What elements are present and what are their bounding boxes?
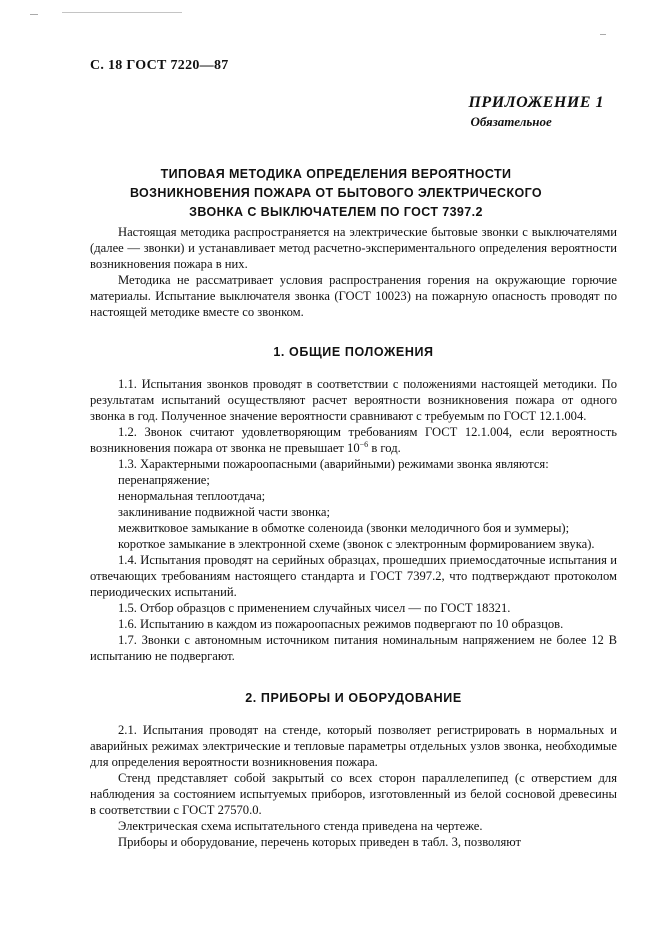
section-heading: 1. ОБЩИЕ ПОЛОЖЕНИЯ [273,345,434,359]
body-paragraph: Электрическая схема испытательного стенда приведена на чертеже. [118,819,483,833]
body-paragraph: Стенд представляет собой закрытый со всех сторон параллелепипед (с отверстием для наблюдения за состоянием испытуемых приборов, изготовленный из белой сосновой древесины в соответствии с ГОСТ 27570.0. [90,771,617,817]
clause-1-3: 1.3. Характерными пожароопасными (аварийными) режимами звонка являются: [118,457,549,471]
clause-1-5: 1.5. Отбор образцов с применением случайных чисел — по ГОСТ 18321. [118,601,511,615]
intro-paragraph: Настоящая методика распространяется на электрические бытовые звонки с выключателями (далее — звонки) и устанавливает метод расчетно-экспериментального определения вероятности возникновения пожара в них. [90,225,617,271]
list-item: ненормальная теплоотдача; [118,489,266,503]
exponent: −6 [359,439,369,449]
scan-speck [62,12,182,13]
scan-speck [600,34,606,35]
list-item: короткое замыкание в электронной схеме (звонок с электронным формированием звука). [118,537,595,551]
appendix-note: Обязательное [470,114,552,129]
appendix-block [468,94,604,130]
page-header: С. 18 ГОСТ 7220—87 [90,58,229,73]
list-item: заклинивание подвижной части звонка; [118,505,330,519]
clause-1-4: 1.4. Испытания проводят на серийных образцах, прошедших приемосдаточные испытания и отвечающих требованиям настоящего стандарта и ГОСТ 7397.2, что подтверждают протоколом периодических испытаний. [90,553,617,599]
clause-text: 1.2. Звонок считают удовлетворяющим требованиям ГОСТ 12.1.004, если вероятность возникновения пожара от звонка не превышает 10 [90,425,617,455]
list-item: межвитковое замыкание в обмотке соленоида (звонки мелодичного боя и зуммеры); [118,521,570,535]
list-item: перенапряжение; [118,473,210,487]
section-heading: 2. ПРИБОРЫ И ОБОРУДОВАНИЕ [245,691,462,705]
clause-2-1: 2.1. Испытания проводят на стенде, который позволяет регистрировать в нормальных и аварийных режимах электрические и тепловые параметры отдельных узлов звонка, необходимые для определения вероятности возникновения пожара. [90,723,617,769]
intro-paragraph: Методика не рассматривает условия распространения горения на окружающие горючие материалы. Испытание выключателя звонка (ГОСТ 10023) на пожарную опасность проводят по настоящей методике вместе со звонком. [90,273,617,319]
clause-1-6: 1.6. Испытанию в каждом из пожароопасных режимов подвергают по 10 образцов. [118,617,564,631]
title-line: ТИПОВАЯ МЕТОДИКА ОПРЕДЕЛЕНИЯ ВЕРОЯТНОСТИ [160,167,512,181]
clause-text: в год. [368,441,401,455]
body-paragraph: Приборы и оборудование, перечень которых приведен в табл. 3, позволяют [118,835,522,849]
clause-1-2 [90,424,617,456]
scan-speck [30,14,38,15]
title-line: ВОЗНИКНОВЕНИЯ ПОЖАРА ОТ БЫТОВОГО ЭЛЕКТРИЧЕСКОГО [129,186,543,200]
document-title [96,165,576,222]
document-body [90,224,617,850]
clause-1-7: 1.7. Звонки с автономным источником питания номинальным напряжением не более 12 В испытанию не подвергают. [90,633,617,663]
title-line: ЗВОНКА С ВЫКЛЮЧАТЕЛЕМ ПО ГОСТ 7397.2 [189,205,483,219]
clause-1-1: 1.1. Испытания звонков проводят в соответствии с положениями настоящей методики. По результатам испытаний осуществляют расчет вероятности возникновения пожара от одного звонка в год. Полученное значение вероятности сравнивают с требуемым по ГОСТ 12.1.004. [90,377,617,423]
appendix-label: ПРИЛОЖЕНИЕ 1 [468,94,604,111]
